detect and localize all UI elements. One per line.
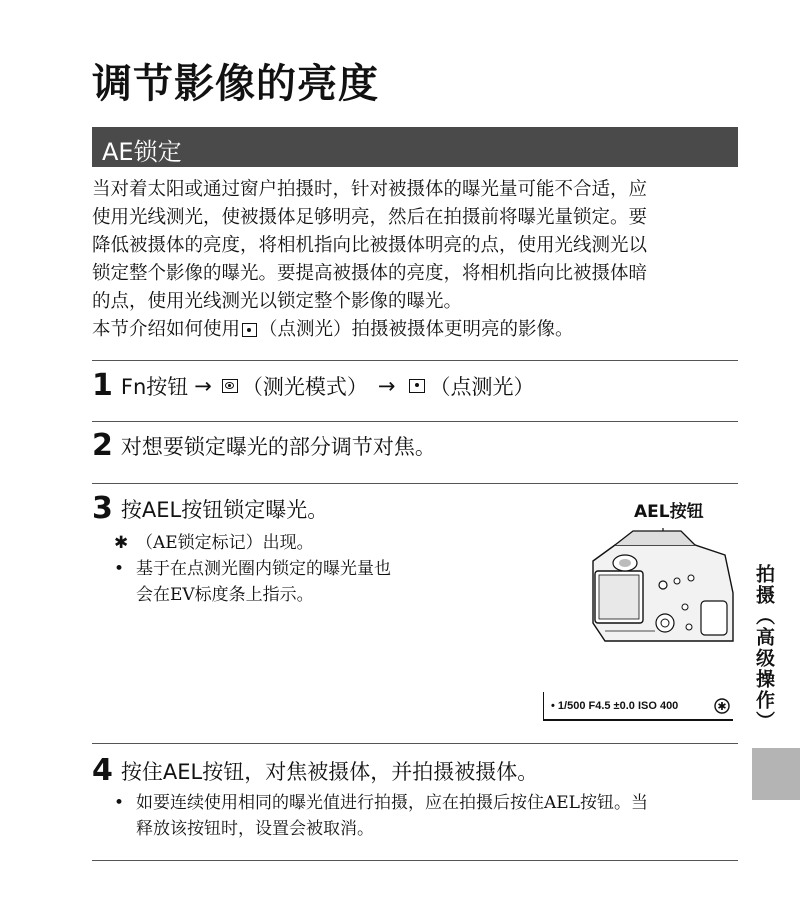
intro-paragraph <box>92 176 740 344</box>
intro-text: 本节介绍如何使用 <box>92 319 241 340</box>
readout-values: • 1/500 F4.5 ±0.0 ISO 400 <box>551 700 679 712</box>
step-number: 2 <box>92 428 113 463</box>
chapter-tab <box>752 748 800 800</box>
ael-button-label: AEL按钮 <box>634 502 704 522</box>
note-text: 会在EV标度条上指示。 <box>136 585 314 605</box>
spot-metering-icon <box>409 379 425 393</box>
fn-button-label: Fn按钮 <box>120 374 189 399</box>
intro-line: 使用光线测光，使被摄体足够明亮，然后在拍摄前将曝光量锁定。要 <box>92 207 648 228</box>
step-2 <box>92 428 436 463</box>
chapter-side-label: 拍摄（高级操作） <box>753 564 775 732</box>
bullet-icon: • <box>114 793 125 813</box>
step-number: 1 <box>92 368 113 403</box>
camera-illustration <box>585 523 735 648</box>
intro-line: 降低被摄体的亮度，将相机指向比被摄体明亮的点，使用光线测光以 <box>92 235 648 256</box>
arrow-icon: → <box>377 373 396 398</box>
step-4-notes <box>114 790 648 842</box>
divider <box>92 743 738 744</box>
step-number: 4 <box>92 753 113 788</box>
note-continuous <box>114 790 648 816</box>
intro-text: （点测光）拍摄被摄体更明亮的影像。 <box>259 319 574 340</box>
note-text: 基于在点测光圈内锁定的曝光量也 <box>136 559 391 579</box>
step-3-notes <box>114 530 391 608</box>
intro-line: 的点，使用光线测光以锁定整个影像的曝光。 <box>92 291 463 312</box>
arrow-icon: → <box>194 373 212 398</box>
intro-line: 锁定整个影像的曝光。要提高被摄体的亮度，将相机指向比被摄体暗 <box>92 263 648 284</box>
step-text: 对想要锁定曝光的部分调节对焦。 <box>120 434 436 459</box>
bullet-icon: • <box>114 559 125 579</box>
divider <box>92 860 738 861</box>
divider <box>92 421 738 422</box>
metering-mode-icon <box>222 379 238 393</box>
note-ev-scale <box>114 556 391 582</box>
note-continuous-cont <box>114 816 648 842</box>
readout-underline <box>543 719 733 721</box>
step-1 <box>92 368 534 403</box>
intro-line: 当对着太阳或通过窗户拍摄时，针对被摄体的曝光量可能不合适，应 <box>92 179 648 200</box>
spot-metering-icon <box>242 323 257 337</box>
divider <box>92 483 738 484</box>
note-text: 如要连续使用相同的曝光值进行拍摄，应在拍摄后按住AEL按钮。当 <box>136 793 648 813</box>
viewfinder-readout <box>543 692 733 722</box>
step-3 <box>92 491 328 526</box>
section-header <box>92 127 738 167</box>
step-text: 按住AEL按钮，对焦被摄体，并拍摄被摄体。 <box>120 759 539 784</box>
page-title: 调节影像的亮度 <box>92 61 379 107</box>
note-ev-scale-cont <box>114 582 391 608</box>
step-number: 3 <box>92 491 113 526</box>
step-text: 按AEL按钮锁定曝光。 <box>120 497 329 522</box>
note-text: （AE锁定标记）出现。 <box>136 533 314 553</box>
spot-metering-label: （点测光） <box>429 374 535 399</box>
metering-mode-label: （测光模式） <box>241 374 368 399</box>
intro-line <box>92 316 740 344</box>
readout-bracket <box>543 692 544 720</box>
note-text: 释放该按钮时，设置会被取消。 <box>136 819 374 839</box>
svg-text:✱: ✱ <box>717 700 727 713</box>
divider <box>92 360 738 361</box>
ae-lock-mark-icon: ✱ <box>114 533 129 553</box>
ae-lock-indicator-icon <box>714 698 730 714</box>
note-ae-lock <box>114 530 391 556</box>
step-4 <box>92 753 538 788</box>
section-title: AE锁定 <box>102 138 182 166</box>
